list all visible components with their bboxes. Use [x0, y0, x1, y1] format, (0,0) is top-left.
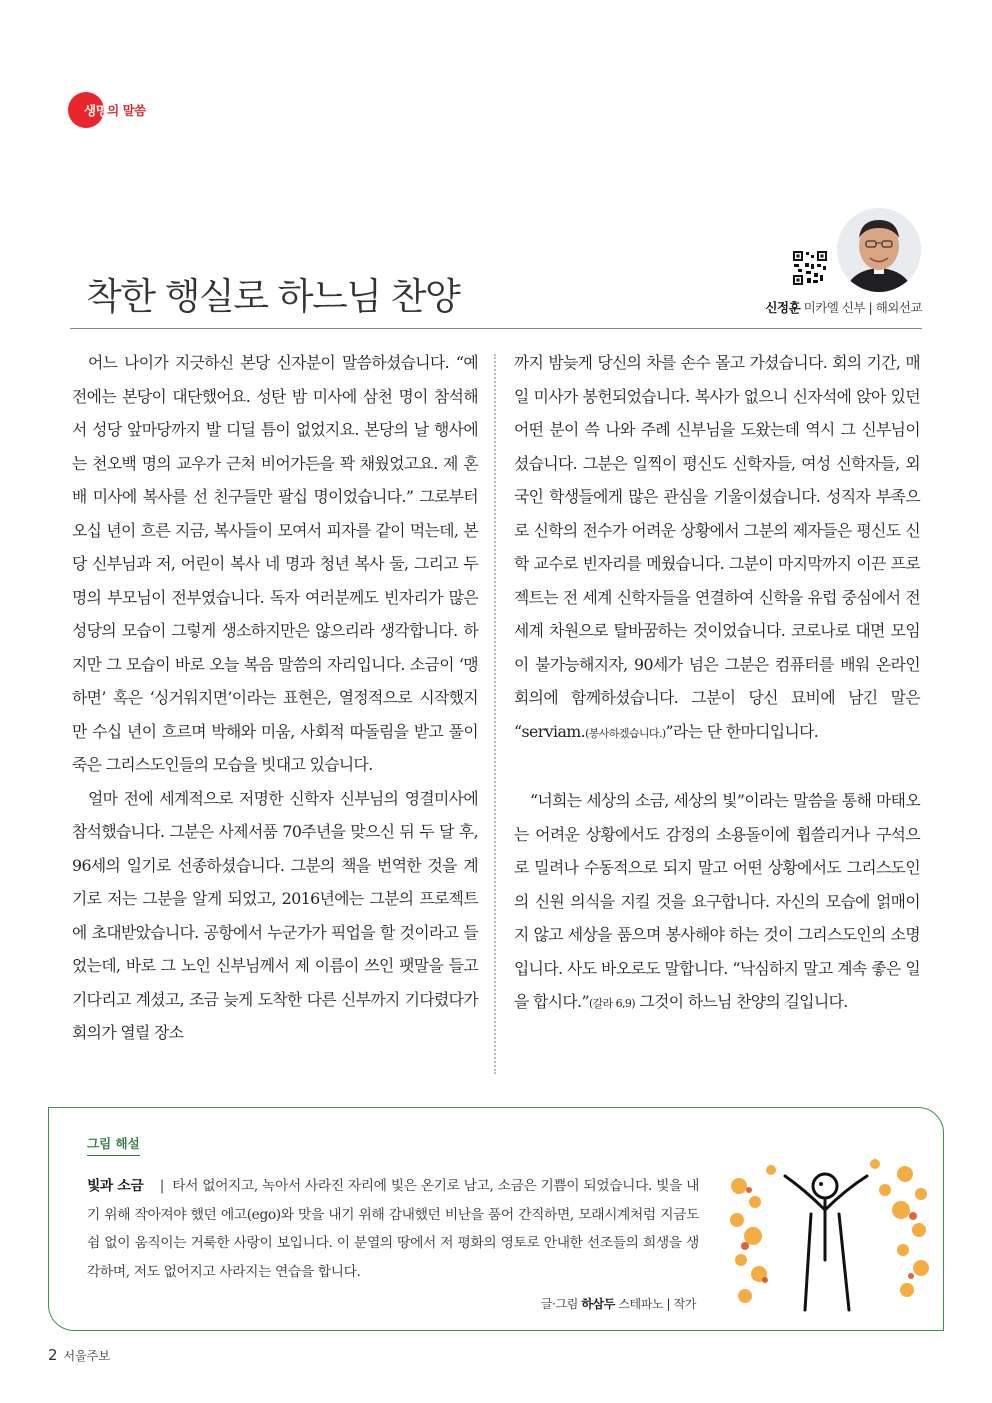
page-footer: [48, 1346, 110, 1364]
author-photo: [837, 208, 921, 292]
paragraph: 얼마 전에 세계적으로 저명한 신학자 신부님의 영결미사에 참석했습니다. 그분은 사제서품 70주년을 맞으신 뒤 두 달 후, 96세의 일기로 선종하셨습니다. 그분의 책을 번역한 것을 계기로 저는 그분을 알게 되었고, 2016년에는 그분의 프로젝트에 초대받았습니다. 공항에서 누군가가 픽업을 할 것이라고 들었는데, 바로 그 노인 신부님께서 제 이름이 쓰인 팻말을 들고 기다리고 계셨고, 조금 늦게 도착한 다른 신부까지 기다렸다가 회의가 열릴 장소: [72, 788, 478, 1042]
art-box-heading: 그림 해설: [87, 1134, 140, 1156]
page-number: 2: [48, 1346, 58, 1364]
left-column: [72, 346, 478, 1050]
art-box-text: 빛과 소금 | 타서 없어지고, 녹아서 사라진 자리에 빛은 온기로 남고, 소금은 기쁨이 되었습니다. 빛을 내기 위해 작아져야 했던 에고(ego)와 맛을 내기 위해 감내했던 비난을 품어 간직하면, 모래시계처럼 지금도 쉼 없이 움직이는 거룩한 사랑이 보입니다. 이 분열의 땅에서 저 평화의 영토로 안내한 선조들의 희생을 생각하며, 저도 없어지고 사라지는 연습을 합니다.: [87, 1178, 699, 1280]
art-credit: 글·그림 하삼두 스테파노 | 작가: [540, 1297, 696, 1311]
paragraph: “너희는 세상의 소금, 세상의 빛”이라는 말씀을 통해 마태오는 어려운 상황에서도 감정의 소용돌이에 휩쓸리거나 구석으로 밀려나 수동적으로 되지 말고 어떤 상황에서도 그리스도인의 신원 의식을 지킬 것을 요구합니다. 자신의 모습에 얽매이지 않고 세상을 품으며 봉사해야 하는 것이 그리스도인의 소명입니다. 사도 바오로도 말합니다. “낙심하지 말고 계속 좋은 일을 합시다.”(갈라 6,9) 그것이 하느님 찬양의 길입니다.: [514, 791, 920, 1011]
qr-code-icon[interactable]: [793, 251, 827, 285]
paragraph: 어느 나이가 지긋하신 본당 신자분이 말씀하셨습니다. “예전에는 본당이 대단했어요. 성탄 밤 미사에 삼천 명이 참석해서 성당 앞마당까지 발 디딜 틈이 없었지요. 본당의 날 행사에는 천오백 명의 교우가 근처 비어가든을 꽉 채웠었고요. 제 혼배 미사에 복사를 선 친구들만 팔십 명이었습니다.” 그로부터 오십 년이 흐른 지금, 복사들이 모여서 피자를 같이 먹는데, 본당 신부님과 저, 어린이 복사 네 명과 청년 복사 둘, 그리고 두 명의 부모님이 전부였습니다. 독자 여러분께도 빈자리가 많은 성당의 모습이 그렇게 생소하지만은 않으리라 생각합니다. 하지만 그 모습이 바로 오늘 복음 말씀의 자리입니다. 소금이 ‘맹하면’ 혹은 ‘싱거워지면’이라는 표현은, 열정적으로 시작했지만 수십 년이 흐르며 박해와 미움, 사회적 따돌림을 받고 풀이 죽은 그리스도인들의 모습을 빗대고 있습니다.: [72, 353, 478, 774]
page-title: 착한 행실로 하느님 찬양: [86, 275, 460, 318]
paragraph: 까지 밤늦게 당신의 차를 손수 몰고 가셨습니다. 회의 기간, 매일 미사가 봉헌되었습니다. 복사가 없으니 신자석에 앉아 있던 어떤 분이 쓱 나와 주례 신부님을 도왔는데 역시 그 신부님이셨습니다. 그분은 일찍이 평신도 신학자들, 여성 신학자들, 외국인 학생들에게 많은 관심을 기울이셨습니다. 성직자 부족으로 신학의 전수가 어려운 상황에서 그분의 제자들은 평신도 신학 교수로 빈자리를 메웠습니다. 그분이 마지막까지 이끈 프로젝트는 전 세계 신학자들을 연결하여 신학을 유럽 중심에서 전 세계 차원으로 탈바꿈하는 것이었습니다. 코로나로 대면 모임이 불가능해지자, 90세가 넘은 그분은 컴퓨터를 배워 온라인 회의에 함께하셨습니다. 그분이 당신 묘비에 남긴 말은 “serviam.(봉사하겠습니다.)”라는 단 한마디입니다.: [514, 353, 920, 741]
column-divider: [494, 354, 496, 1074]
section-tag-label: 생명의 말씀: [84, 103, 146, 118]
artwork-illustration: [725, 1150, 933, 1320]
right-column: [514, 346, 920, 1021]
title-divider: [70, 328, 922, 329]
publication-name: 서울주보: [63, 1349, 110, 1363]
section-tag: [68, 92, 146, 128]
author-byline: 신정훈 미카엘 신부 | 해외선교: [765, 300, 922, 315]
